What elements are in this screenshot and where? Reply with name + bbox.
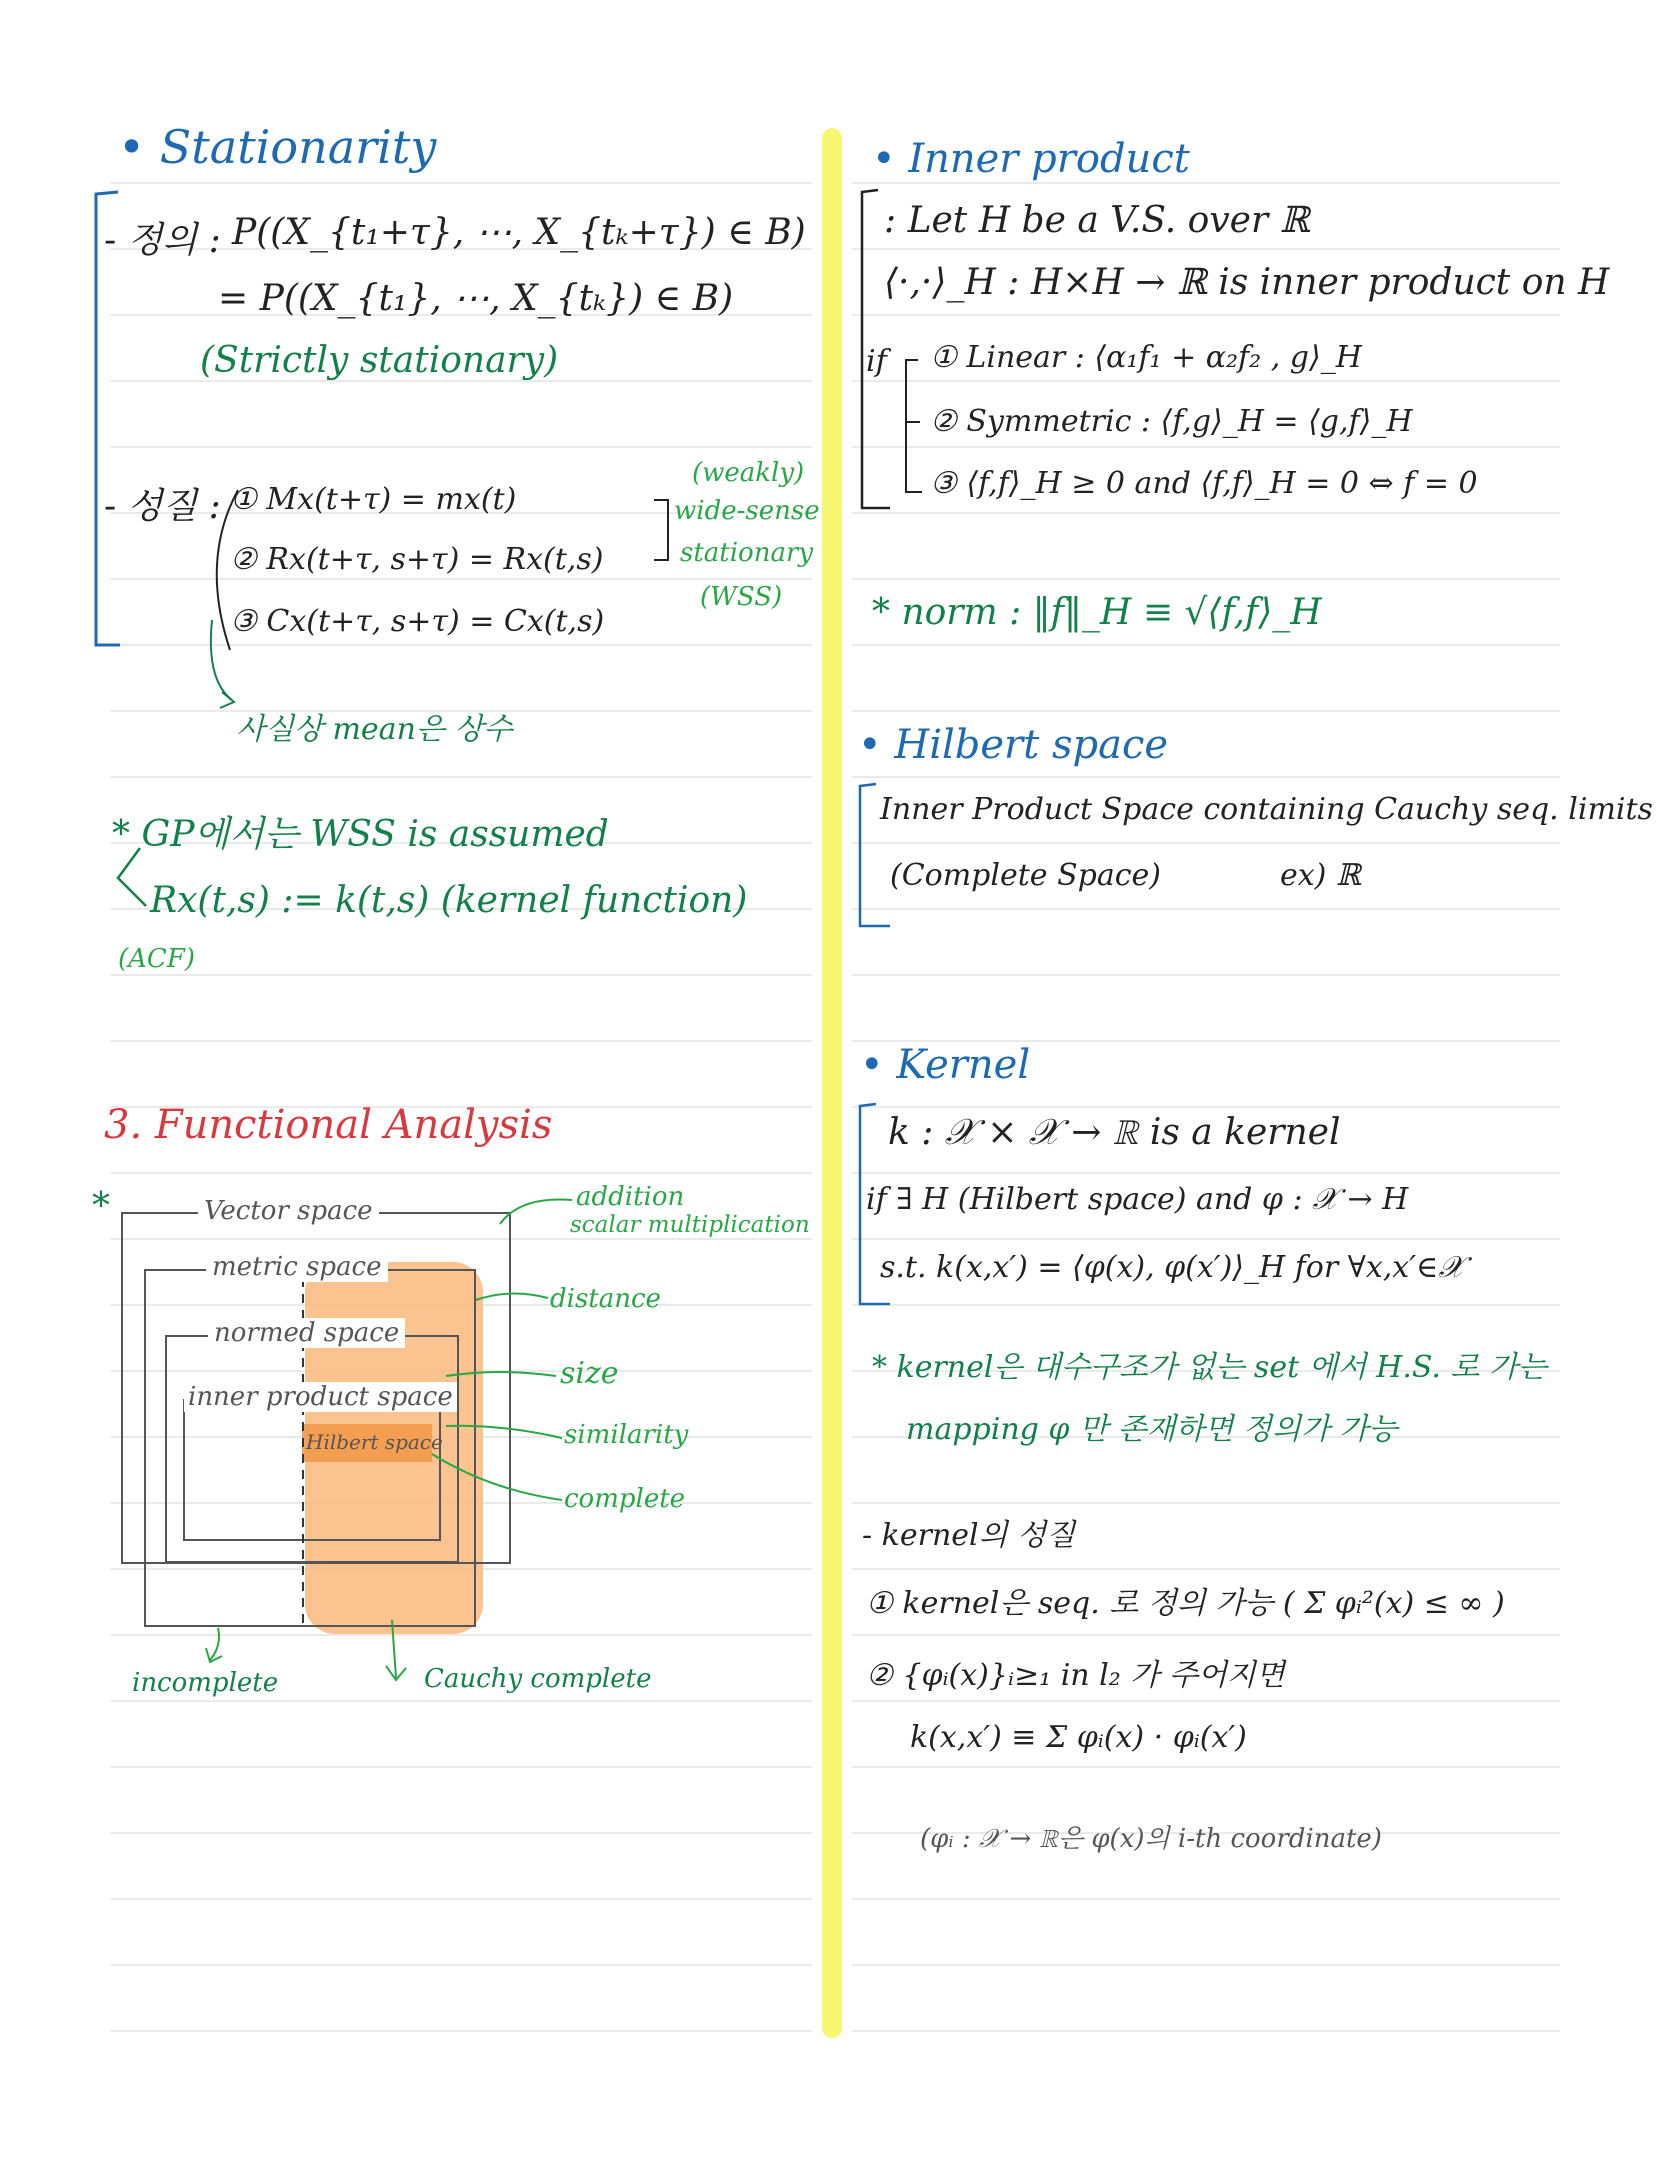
inner-product-if: if <box>866 344 887 379</box>
stationarity-title: • Stationarity <box>118 120 436 174</box>
wss-note-wide-sense: wide-sense <box>674 496 820 526</box>
incomplete-arrow <box>206 1628 222 1662</box>
definition-line-2: = P((X_{t₁}, ⋯, X_{tₖ}) ∈ B) <box>218 278 734 319</box>
functional-analysis-title: 3. Functional Analysis <box>104 1102 553 1148</box>
wss-note-stationary: stationary <box>680 538 814 568</box>
vector-space-label: Vector space <box>198 1196 379 1226</box>
wss-note-abbrev: (WSS) <box>700 582 783 612</box>
metric-space-label: metric space <box>206 1252 388 1282</box>
incomplete-label: incomplete <box>132 1668 279 1698</box>
norm-definition: * norm : ‖f‖_H ≡ √⟨f,f⟩_H <box>872 592 1322 633</box>
diagram-star: * <box>92 1186 110 1227</box>
property-1: ① Mx(t+τ) = mx(t) <box>230 482 517 517</box>
gp-note-acf: (ACF) <box>118 944 195 974</box>
annotation-scalar-multiplication: scalar multiplication <box>570 1212 810 1238</box>
definition-line-1: P((X_{t₁+τ}, ⋯, X_{tₖ+τ}) ∈ B) <box>232 212 806 253</box>
hilbert-example: ex) ℝ <box>1280 858 1361 893</box>
kernel-property-2-formula: k(x,x′) ≡ Σ φᵢ(x) · φᵢ(x′) <box>910 1720 1247 1755</box>
kernel-property-1: ① kernel은 seq. 로 정의 가능 ( Σ φᵢ²(x) ≤ ∞ ) <box>866 1586 1505 1621</box>
annotation-size: size <box>560 1356 619 1391</box>
property-label: - 성질 : <box>104 486 221 527</box>
inner-product-title: • Inner product <box>872 136 1190 182</box>
strictly-stationary-note: (Strictly stationary) <box>200 340 559 381</box>
kernel-note-1: * kernel은 대수구조가 없는 set 에서 H.S. 로 가는 <box>872 1350 1547 1385</box>
kernel-note-2: mapping φ 만 존재하면 정의가 가능 <box>906 1412 1398 1447</box>
property-2: ② Rx(t+τ, s+τ) = Rx(t,s) <box>230 542 604 577</box>
annotation-distance: distance <box>550 1284 661 1314</box>
inner-product-props-bracket <box>906 360 922 492</box>
gp-note-line-1: * GP에서는 WSS is assumed <box>112 814 609 855</box>
annotation-similarity: similarity <box>564 1420 689 1450</box>
inner-product-space-label: inner product space <box>184 1382 457 1412</box>
hilbert-space-label: Hilbert space <box>306 1430 443 1454</box>
hilbert-space-title: • Hilbert space <box>858 722 1168 768</box>
kernel-line-1: k : 𝒳 × 𝒳 → ℝ is a kernel <box>888 1112 1341 1153</box>
kernel-property-2: ② {φᵢ(x)}ᵢ≥₁ in l₂ 가 주어지면 <box>866 1658 1285 1693</box>
annotation-addition: addition <box>576 1182 685 1212</box>
inner-product-linear: ① Linear : ⟨α₁f₁ + α₂f₂ , g⟩_H <box>930 340 1362 375</box>
property-3: ③ Cx(t+τ, s+τ) = Cx(t,s) <box>230 604 605 639</box>
cauchy-complete-label: Cauchy complete <box>424 1664 652 1694</box>
distance-arrow <box>476 1293 548 1300</box>
kernel-property-2-note: (φᵢ : 𝒳 → ℝ은 φ(x)의 i-th coordinate) <box>920 1824 1382 1854</box>
hilbert-line-1: Inner Product Space containing Cauchy seq. limits <box>880 792 1653 827</box>
annotation-complete: complete <box>564 1484 686 1514</box>
definition-label: - 정의 : <box>104 220 221 261</box>
kernel-line-3: s.t. k(x,x′) = ⟨φ(x), φ(x′)⟩_H for ∀x,x′∈𝒳 <box>880 1250 1465 1285</box>
gp-note-line-2: Rx(t,s) := k(t,s) (kernel function) <box>150 880 748 921</box>
kernel-title: • Kernel <box>860 1042 1030 1088</box>
kernel-properties-title: - kernel의 성질 <box>862 1518 1076 1553</box>
mean-constant-note: 사실상 mean은 상수 <box>236 712 513 747</box>
normed-space-label: normed space <box>208 1318 405 1348</box>
hilbert-line-2: (Complete Space) <box>890 858 1161 893</box>
kernel-line-2: if ∃ H (Hilbert space) and φ : 𝒳 → H <box>866 1182 1409 1217</box>
inner-product-symmetric: ② Symmetric : ⟨f,g⟩_H = ⟨g,f⟩_H <box>930 404 1413 439</box>
inner-product-line-1: : Let H be a V.S. over ℝ <box>884 200 1310 241</box>
inner-product-line-2: ⟨·,·⟩_H : H×H → ℝ is inner product on H <box>884 262 1610 303</box>
wss-note-weakly: (weakly) <box>692 458 805 488</box>
wss-bracket <box>654 500 668 560</box>
inner-product-positive: ③ ⟨f,f⟩_H ≥ 0 and ⟨f,f⟩_H = 0 ⇔ f = 0 <box>930 466 1478 501</box>
